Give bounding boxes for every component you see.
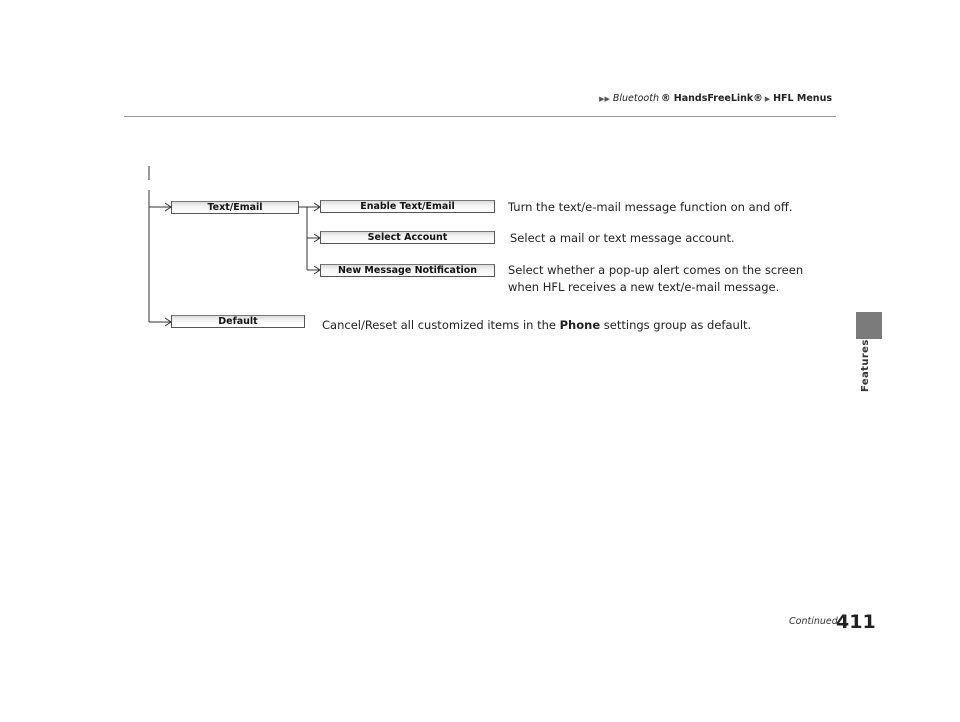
phone-settings-group-name: Phone (559, 318, 601, 332)
description-enable-text-email: Turn the text/e-mail message function on and off. (508, 200, 793, 214)
breadcrumb-arrow-icon: ▶▶ (599, 94, 610, 103)
menu-item-select-account[interactable]: Select Account (320, 231, 495, 244)
breadcrumb-arrow-icon: ▶ (764, 94, 771, 103)
menu-item-new-message-notification[interactable]: New Message Notification (320, 264, 495, 277)
menu-item-text-email[interactable]: Text/Email (171, 201, 299, 214)
breadcrumb-item-handsfreelink[interactable]: ® HandsFreeLink® (660, 93, 763, 104)
breadcrumb-item-bluetooth[interactable]: Bluetooth (612, 93, 659, 104)
continued-label: Continued (789, 616, 838, 627)
breadcrumb-item-hfl-menus[interactable]: HFL Menus (773, 93, 832, 104)
menu-item-enable-text-email[interactable]: Enable Text/Email (320, 200, 495, 213)
description-default: Cancel/Reset all customized items in the Phone settings group as default. (322, 318, 752, 332)
description-select-account: Select a mail or text message account. (510, 231, 735, 245)
page-number: 411 (836, 611, 876, 633)
section-tab-label: Features (860, 339, 871, 392)
menu-item-default[interactable]: Default (171, 315, 305, 328)
description-new-message-notification: Select whether a pop-up alert comes on the screen when HFL receives a new text/e-mail message. (508, 263, 804, 294)
